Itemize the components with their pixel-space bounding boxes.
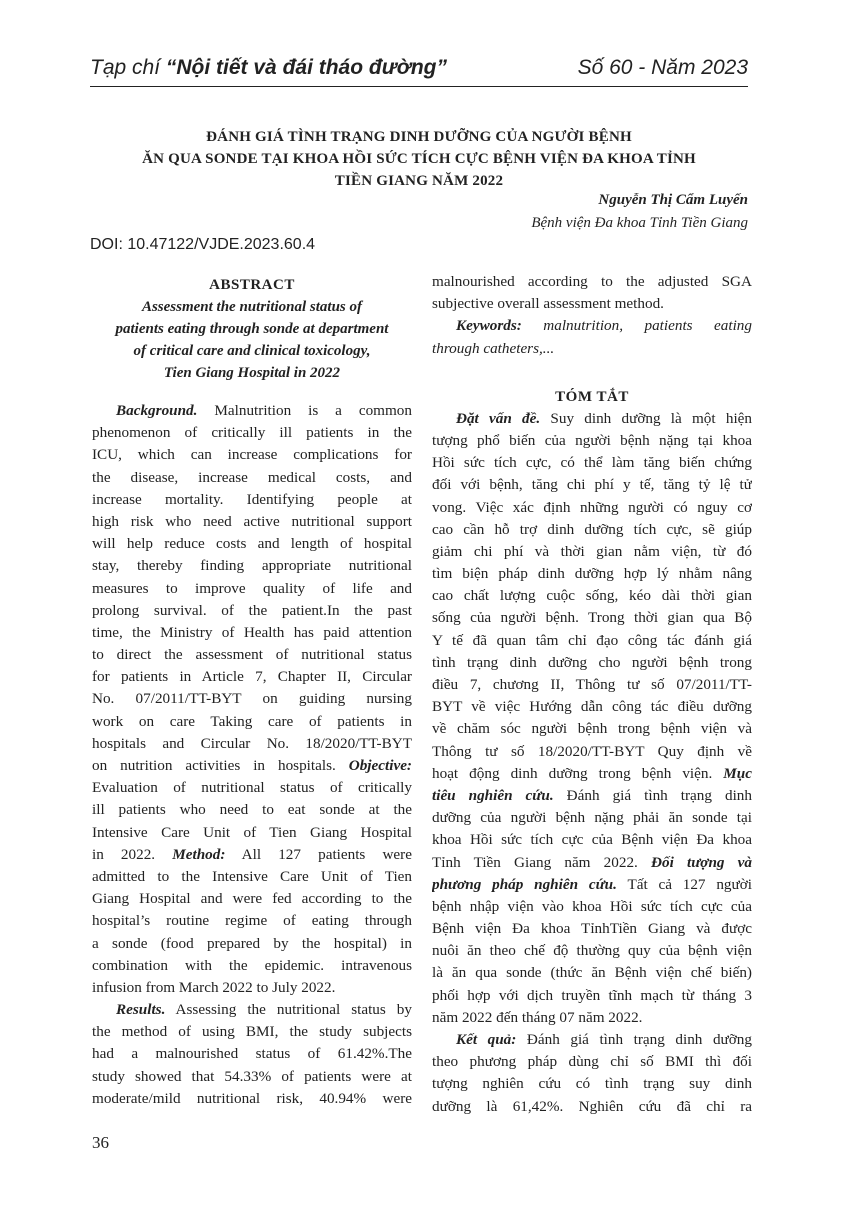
line-text: cao chất lượng cuộc sống, kéo dài thời gian bbox=[432, 587, 752, 605]
line-text: measures to improve quality of life and bbox=[92, 579, 412, 597]
text-line bbox=[92, 422, 412, 444]
text-line bbox=[92, 578, 412, 600]
line-text: Evaluation of nutritional status of critically bbox=[92, 779, 412, 797]
text-line bbox=[432, 741, 752, 763]
text-line bbox=[432, 674, 752, 696]
text-line bbox=[92, 467, 412, 489]
text-line bbox=[432, 430, 752, 452]
line-text: the disease, increase medical costs, and bbox=[92, 468, 412, 486]
line-text: Assessing the nutritional status by bbox=[165, 1001, 412, 1019]
text-line bbox=[92, 1088, 412, 1110]
text-line bbox=[432, 452, 752, 474]
section-lead: Đặt vấn đề. bbox=[456, 409, 541, 427]
issue-info: Số 60 - Năm 2023 bbox=[577, 56, 748, 79]
line-text: on nutrition activities in hospitals. bbox=[92, 757, 349, 774]
text-line bbox=[92, 799, 412, 821]
abstract-body bbox=[92, 400, 412, 1110]
text-line bbox=[92, 822, 412, 844]
line-text: ill patients who need to eat sonde at the bbox=[92, 801, 412, 819]
line-text: bệnh nhập viện vào khoa Hồi sức tích cực của bbox=[432, 897, 752, 915]
text-line bbox=[432, 585, 752, 607]
text-line bbox=[432, 652, 752, 674]
text-line bbox=[92, 666, 412, 688]
line-text: dưỡng của người bệnh nặng phải ăn sonde tại bbox=[432, 809, 752, 827]
line-text: Y tế đã quan tâm chỉ đạo công tác đánh giá bbox=[432, 631, 752, 649]
text-line bbox=[432, 630, 752, 652]
text-line bbox=[432, 1051, 752, 1073]
line-text: cao cần hỗ trợ dinh dưỡng tích cực, sẽ giúp bbox=[432, 520, 752, 538]
text-line bbox=[432, 408, 752, 430]
line-text: theo phương pháp dùng chỉ số BMI thì đối bbox=[432, 1053, 752, 1071]
text-line bbox=[92, 533, 412, 555]
line-text: study showed that 54.33% of patients were at bbox=[92, 1067, 412, 1085]
text-line bbox=[432, 519, 752, 541]
line-text: dưỡng là 61,42%. Nghiên cứu đã chỉ ra bbox=[432, 1097, 752, 1115]
text-line bbox=[432, 1029, 752, 1051]
subtitle-line: Assessment the nutritional status of bbox=[141, 299, 363, 315]
text-line bbox=[432, 985, 752, 1007]
text-line bbox=[432, 563, 752, 585]
text-line bbox=[92, 777, 412, 799]
line-text: tượng phổ biến của người bệnh nặng tại khoa bbox=[432, 431, 752, 449]
line-text: giảm chi phí và thời gian nằm viện, từ đó bbox=[432, 542, 752, 560]
text-line bbox=[432, 918, 752, 940]
author-name: Nguyễn Thị Cẩm Luyến bbox=[598, 192, 748, 208]
line-text: vong. Việc xác định những người có nguy cơ bbox=[432, 498, 752, 516]
keywords-line bbox=[432, 315, 752, 337]
text-line bbox=[432, 1007, 752, 1029]
tom-tat-heading: TÓM TẮT bbox=[555, 388, 629, 405]
line-text: đối với bệnh, tăng chi phí y tế, tăng tỷ lệ tử bbox=[432, 476, 752, 494]
line-text: Suy dinh dưỡng là một hiện bbox=[540, 409, 752, 427]
text-line bbox=[432, 763, 752, 785]
line-text: tình trạng dinh dưỡng cho người bệnh trong bbox=[432, 653, 752, 671]
line-text: năm 2022 đến tháng 07 năm 2022. bbox=[432, 1008, 643, 1026]
text-line bbox=[92, 733, 412, 755]
text-line bbox=[92, 489, 412, 511]
abstract-heading: ABSTRACT bbox=[209, 277, 295, 293]
section-lead: Objective: bbox=[348, 757, 412, 774]
line-text: BYT về việc Hướng dẫn công tác điều dưỡng bbox=[432, 698, 752, 716]
line-text: infusion from March 2022 to July 2022. bbox=[92, 978, 336, 996]
line-text: hospitals and Circular No. 18/2020/TT-BYT bbox=[92, 734, 412, 752]
line-text: sống của người bệnh. Trong thời gian qua Bộ bbox=[432, 609, 752, 627]
text-line bbox=[432, 497, 752, 519]
keywords-text: malnutrition, patients eating bbox=[521, 317, 752, 335]
line-text: là ăn qua sonde (thức ăn Bệnh viện chế biến) bbox=[432, 964, 752, 982]
text-line bbox=[92, 600, 412, 622]
text-line bbox=[92, 955, 412, 977]
text-line bbox=[92, 888, 412, 910]
text-line bbox=[92, 644, 412, 666]
section-lead: Kết quả: bbox=[456, 1031, 517, 1048]
journal-name: “Nội tiết và đái tháo đường” bbox=[165, 56, 447, 79]
line-text: All 127 patients were bbox=[225, 845, 412, 863]
subtitle-line: patients eating through sonde at department bbox=[115, 321, 389, 337]
text-line bbox=[432, 896, 752, 918]
line-text: về chăm sóc người bệnh trong bệnh viện và bbox=[432, 720, 752, 738]
tom-tat-body bbox=[432, 408, 752, 1118]
right-column bbox=[432, 274, 752, 1118]
text-line bbox=[92, 444, 412, 466]
text-line bbox=[92, 977, 412, 999]
text-line bbox=[92, 555, 412, 577]
section-lead: Đối tượng và bbox=[651, 853, 752, 871]
doi: DOI: 10.47122/VJDE.2023.60.4 bbox=[90, 236, 316, 253]
line-text: will help reduce costs and length of hospital bbox=[92, 535, 412, 553]
section-lead: Method: bbox=[172, 845, 226, 863]
line-text: ICU, which can increase complications for bbox=[92, 446, 412, 464]
abstract-column bbox=[92, 274, 412, 1110]
line-text: combination with the epidemic. intravenous bbox=[92, 956, 412, 974]
line-text: phenomenon of critically ill patients in the bbox=[92, 424, 412, 442]
text-line bbox=[92, 711, 412, 733]
text-line bbox=[432, 852, 752, 874]
text-line bbox=[92, 755, 412, 777]
line-text: Thông tư số 18/2020/TT-BYT Quy định về bbox=[432, 742, 752, 760]
text-line bbox=[92, 622, 412, 644]
keywords-label: Keywords: bbox=[456, 317, 522, 335]
line-text: a sonde (food prepared by the hospital) in bbox=[92, 934, 412, 952]
line-text: điều 7, chương II, Thông tư số 07/2011/TT- bbox=[432, 676, 752, 693]
title-line: TIỀN GIANG NĂM 2022 bbox=[334, 173, 504, 189]
line-text: increase mortality. Identifying people at bbox=[92, 490, 412, 508]
text-line bbox=[92, 1043, 412, 1065]
text-line bbox=[92, 1066, 412, 1088]
line-text: stay, thereby finding appropriate nutritional bbox=[92, 557, 412, 575]
author-affiliation: Bệnh viện Đa khoa Tỉnh Tiền Giang bbox=[531, 215, 748, 231]
line-text: khoa Hồi sức tích cực của Bệnh viện Đa khoa bbox=[432, 831, 752, 849]
text-line bbox=[92, 1021, 412, 1043]
line-text: Bệnh viện Đa khoa TỉnhTiền Giang và được bbox=[432, 920, 752, 938]
line-text: Tất cả 127 người bbox=[616, 875, 752, 893]
line-text: Tỉnh Tiền Giang năm 2022. bbox=[432, 853, 652, 871]
section-lead: Background. bbox=[116, 402, 198, 419]
line-text: prolong survival. of the patient.In the past bbox=[92, 601, 412, 619]
line-text: tượng nghiên cứu có tình trạng suy dinh bbox=[432, 1075, 752, 1093]
section-lead: Results. bbox=[116, 1001, 166, 1019]
line-text: Hồi sức tích cực, có thể làm tăng biến chứng bbox=[432, 454, 752, 472]
section-lead: phương pháp nghiên cứu. bbox=[432, 875, 617, 893]
text-line bbox=[92, 999, 412, 1021]
title-line: ĐÁNH GIÁ TÌNH TRẠNG DINH DƯỠNG CỦA NGƯỜI BỆNH bbox=[206, 129, 632, 145]
line-text: moderate/mild nutritional risk, 40.94% were bbox=[92, 1089, 412, 1107]
line-text: in 2022. bbox=[92, 845, 173, 863]
line-text: work on care Taking care of patients in bbox=[92, 712, 412, 730]
line-text: tìm biện pháp dinh dưỡng hợp lý nhằm nâng bbox=[432, 565, 752, 583]
abstract-continued-line: malnourished according to the adjusted SGA bbox=[432, 273, 752, 290]
title-line: ĂN QUA SONDE TẠI KHOA HỒI SỨC TÍCH CỰC BỆNH VIỆN ĐA KHOA TỈNH bbox=[142, 151, 696, 167]
text-line bbox=[92, 400, 412, 422]
text-line bbox=[432, 1096, 752, 1118]
line-text: No. 07/2011/TT-BYT on guiding nursing bbox=[92, 690, 412, 708]
line-text: Malnutrition is a common bbox=[197, 402, 412, 419]
journal-prefix: Tạp chí bbox=[90, 56, 166, 79]
section-lead: tiêu nghiên cứu. bbox=[432, 786, 554, 804]
running-header bbox=[90, 52, 748, 87]
text-line bbox=[432, 807, 752, 829]
text-line bbox=[432, 785, 752, 807]
text-line bbox=[432, 874, 752, 896]
line-text: for patients in Article 7, Chapter II, Circular bbox=[92, 668, 412, 686]
line-text: Intensive Care Unit of Tien Giang Hospital bbox=[92, 823, 412, 841]
abstract-subtitle bbox=[92, 296, 412, 384]
line-text: to direct the assessment of nutritional status bbox=[92, 646, 412, 664]
line-text: nuôi ăn theo chế độ thường quy của bệnh viện bbox=[432, 942, 752, 960]
text-line bbox=[92, 511, 412, 533]
text-line bbox=[432, 962, 752, 984]
text-line bbox=[432, 541, 752, 563]
text-line bbox=[432, 474, 752, 496]
line-text: hoạt động dinh dưỡng trong bệnh viện. bbox=[432, 764, 724, 782]
abstract-continued-line: subjective overall assessment method. bbox=[432, 295, 664, 313]
page-number: 36 bbox=[92, 1133, 109, 1152]
text-line bbox=[92, 910, 412, 932]
line-text: Đánh giá tình trạng dinh bbox=[553, 786, 752, 804]
text-line bbox=[432, 696, 752, 718]
subtitle-line: of critical care and clinical toxicology, bbox=[133, 343, 371, 359]
line-text: had a malnourished status of 61.42%.The bbox=[92, 1045, 412, 1063]
text-line bbox=[432, 940, 752, 962]
line-text: Giang Hospital and were fed according to the bbox=[92, 890, 412, 908]
article-title bbox=[90, 126, 748, 192]
line-text: hospital’s routine regime of eating through bbox=[92, 912, 412, 930]
line-text: admitted to the Intensive Care Unit of Tien bbox=[92, 867, 412, 885]
text-line bbox=[92, 933, 412, 955]
line-text: the method of using BMI, the study subjects bbox=[92, 1023, 412, 1041]
text-line bbox=[432, 718, 752, 740]
section-lead: Mục bbox=[723, 764, 752, 782]
line-text: phối hợp với dịch truyền tĩnh mạch từ tháng 3 bbox=[432, 986, 752, 1004]
line-text: Đánh giá tình trạng dinh dưỡng bbox=[516, 1031, 752, 1048]
text-line bbox=[92, 866, 412, 888]
text-line bbox=[92, 688, 412, 710]
text-line bbox=[432, 1073, 752, 1095]
text-line bbox=[432, 829, 752, 851]
line-text: time, the Ministry of Health has paid attention bbox=[92, 623, 412, 641]
line-text: high risk who need active nutritional support bbox=[92, 512, 412, 530]
text-line bbox=[432, 607, 752, 629]
subtitle-line: Tien Giang Hospital in 2022 bbox=[163, 365, 341, 381]
keywords-line: through catheters,... bbox=[432, 339, 555, 357]
text-line bbox=[92, 844, 412, 866]
journal-title bbox=[90, 56, 447, 80]
